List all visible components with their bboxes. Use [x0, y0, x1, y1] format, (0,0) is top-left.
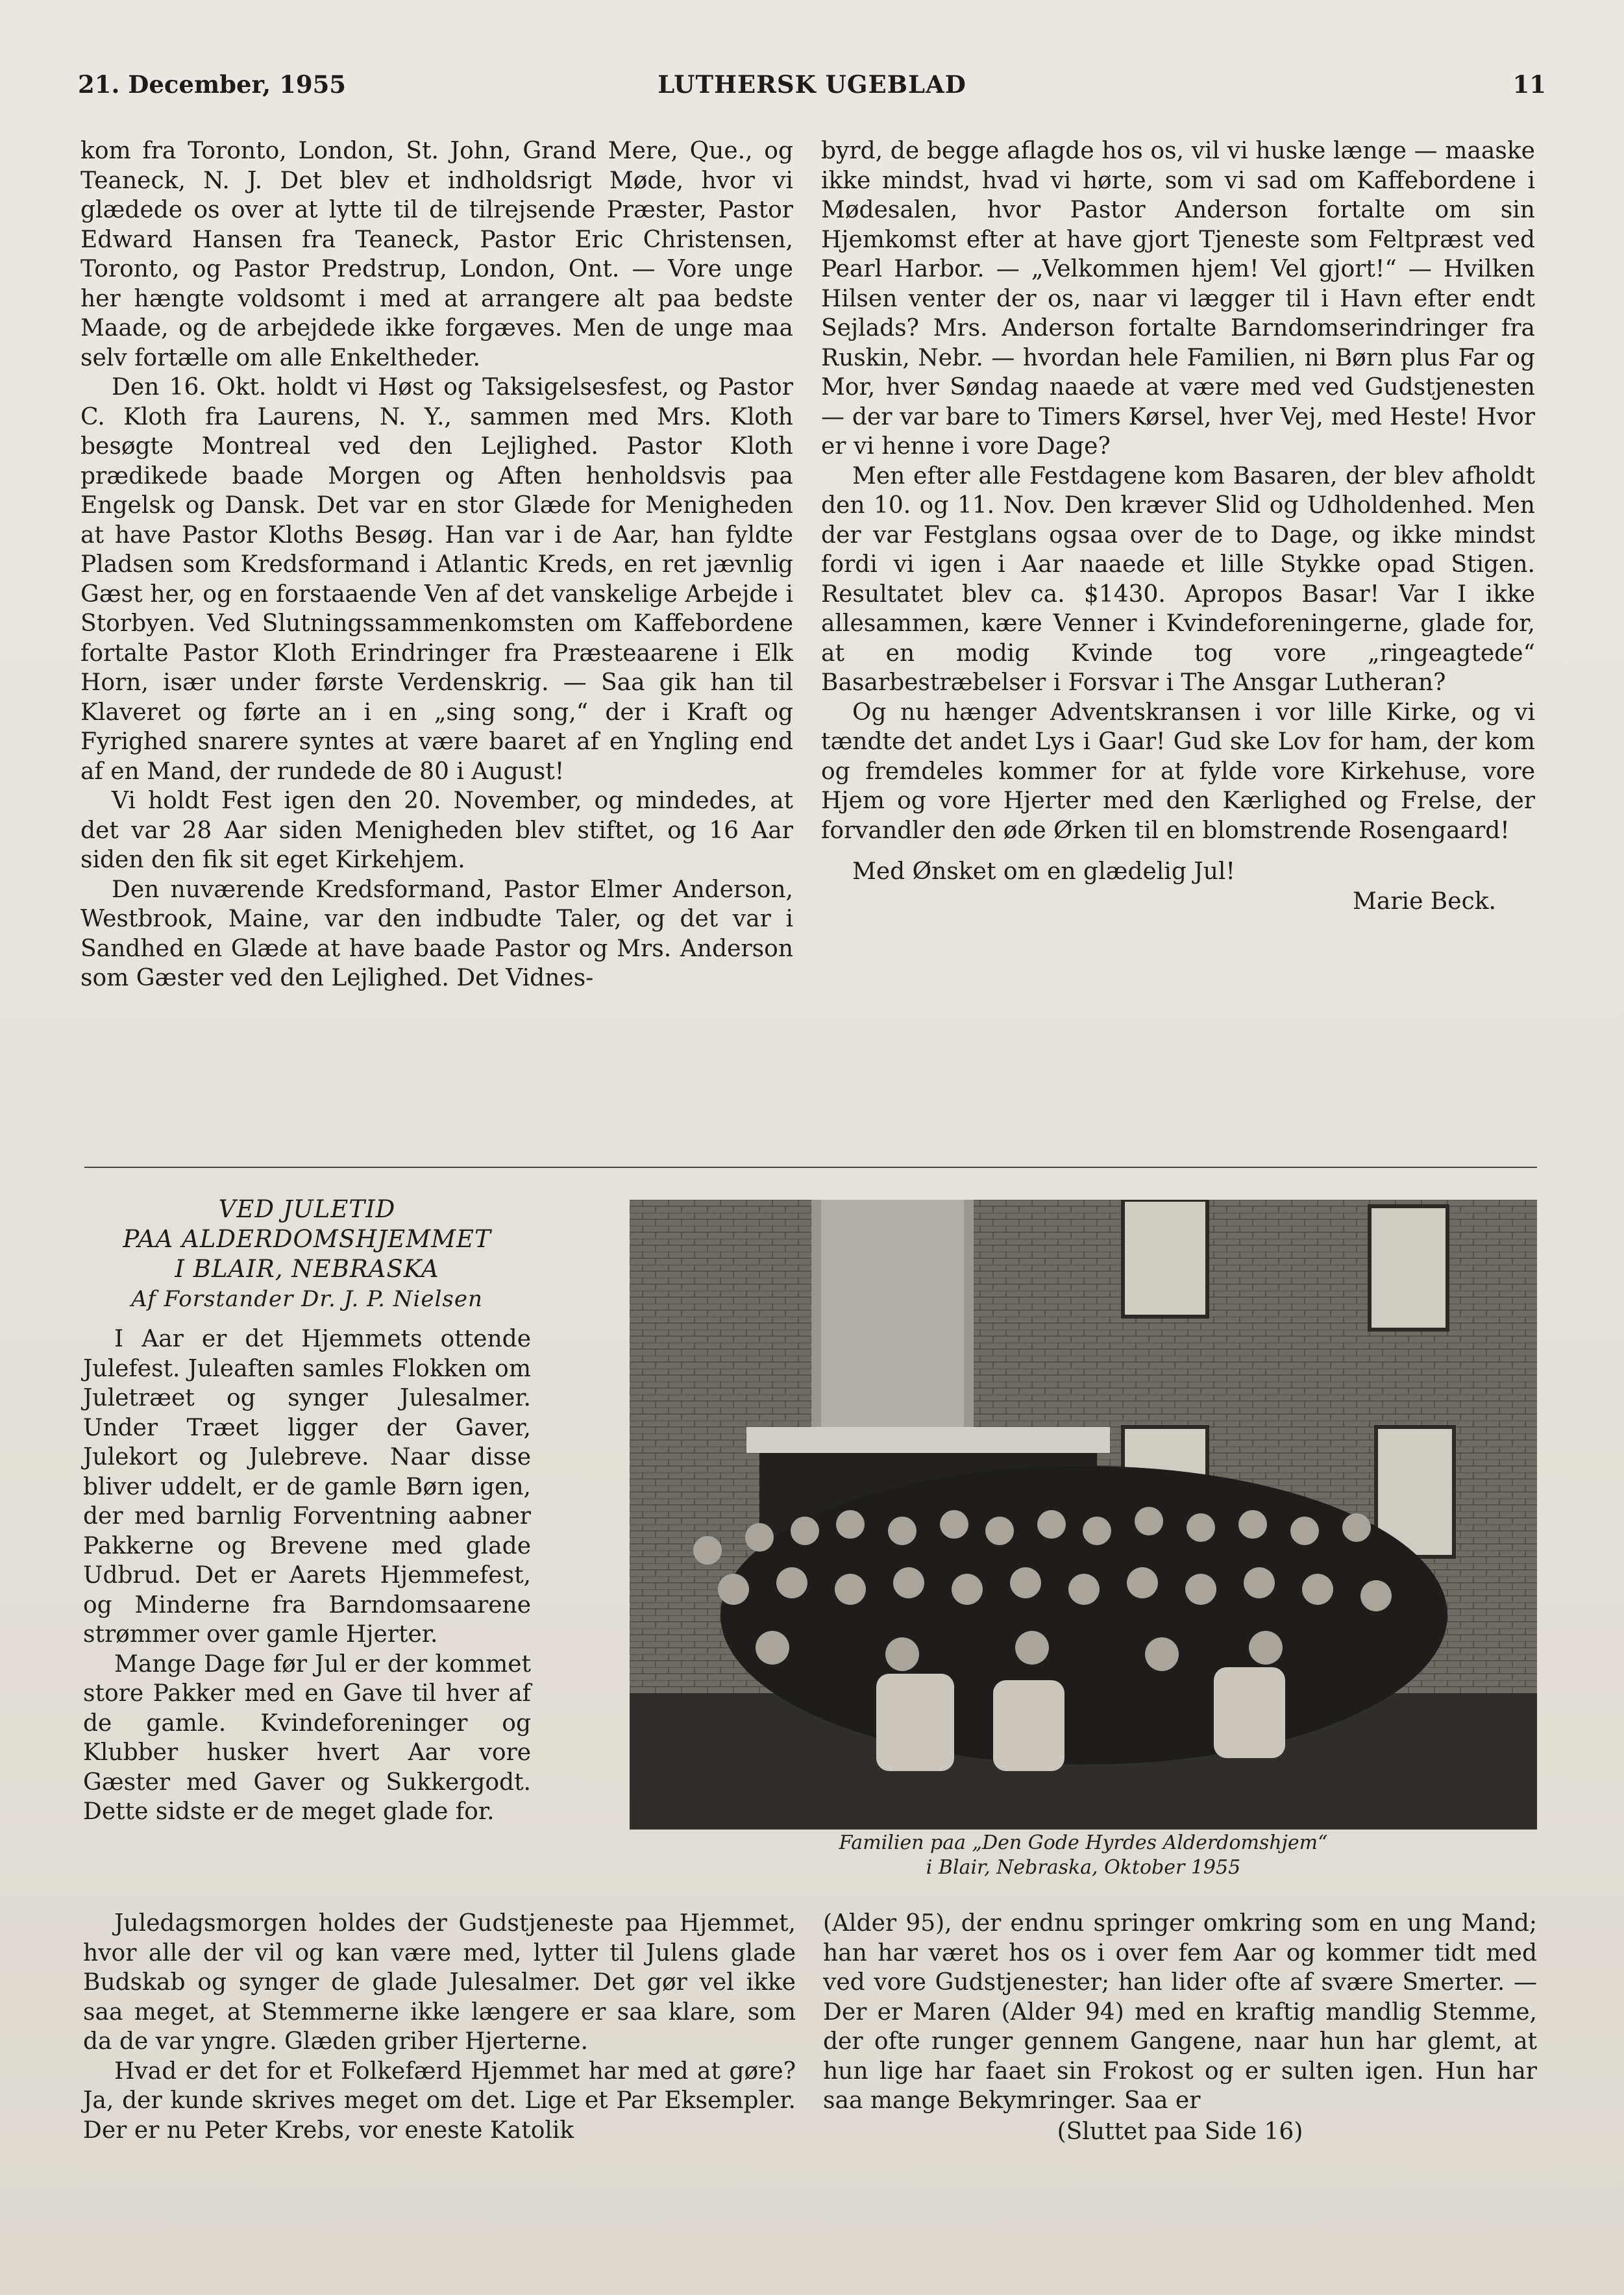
paragraph: Og nu hænger Adventskransen i vor lille Kirke, og vi tændte det andet Lys i Gaar! Gud ske Lov for ham, der kom og fremdeles kommer for at fylde vore Kirkehuse, vore Hjem og vore Hjerter med den Kærlighed og Frelse, der forvandler den øde Ørken til en blomstrende Rosengaard! — [821, 699, 1535, 844]
photo-illustration — [630, 1200, 1537, 1830]
issue-date: 21. December, 1955 — [78, 70, 347, 99]
page-header — [78, 70, 1546, 109]
closing-greeting: Med Ønsket om en glædelig Jul! — [852, 858, 1235, 885]
paragraph: kom fra Toronto, London, St. John, Grand Mere, Que., og Teaneck, N. J. Det blev et indholdsrigt Møde, hvor vi glædede os over at lytte til de tilrejsende Præster, Pastor Edward Hansen fra Teaneck, Pastor Eric Christensen, Toronto, og Pastor Predstrup, London, Ont. — Vore unge her hængte voldsomt i med at arrangere alt paa bedste Maade, og de arbejdede ikke forgæves. Men de unge maa selv fortælle om alle Enkeltheder. — [80, 138, 793, 371]
article-column-narrow — [83, 1324, 531, 1827]
article-byline: Af Forstander Dr. J. P. Nielsen — [131, 1286, 483, 1312]
paragraph: Den nuværende Kredsformand, Pastor Elmer Anderson, Westbrook, Maine, var den indbudte Taler, og det var i Sandhed en Glæde at have baade Pastor og Mrs. Anderson som Gæster ved den Lejlighed. Det Vidnes- — [80, 876, 793, 991]
paragraph: I Aar er det Hjemmets ottende Julefest. Juleaften samles Flokken om Juletræet og synger Julesalmer. Under Træet ligger der Gaver, Julekort og Julebreve. Naar disse bliver uddelt, er de gamle Børn igen, der med barnlig Forventning aabner Pakkerne og Brevene med glade Udbrud. Det er Aarets Hjemmefest, og Minderne fra Barndomsaarene strømmer over gamle Hjerter. — [83, 1326, 531, 1648]
article-column-left — [83, 1909, 796, 2145]
article-column-right — [823, 1909, 1537, 2146]
paragraph: Men efter alle Festdagene kom Basaren, der blev afholdt den 10. og 11. Nov. Den kræver Slid og Udholdenhed. Men der var Festglans ogsaa over de to Dage, og ikke mindst fordi vi igen i Aar naaede et lille Stykke opad Stigen. Resultatet blev ca. $1430. Apropos Basar! Var I ikke allesammen, kære Venner i Kvindeforeningerne, glade for, at en modig Kvinde tog vore „ringeagtede“ Basarbestræbelser i Forsvar i The Ansgar Lutheran? — [821, 462, 1535, 696]
top-left-column — [80, 136, 793, 993]
group-photograph — [630, 1200, 1537, 1830]
caption-line: i Blair, Nebraska, Oktober 1955 — [926, 1856, 1241, 1879]
caption-line: Familien paa „Den Gode Hyrdes Alderdomshjem“ — [839, 1831, 1328, 1854]
paragraph: (Alder 95), der endnu springer omkring som en ung Mand; han har været hos os i over fem Aar og kommer tidt med ved vore Gudstjenester; han lider ofte af svære Smerter. — Der er Maren (Alder 94) med en kraftig mandlig Stemme, der ofte runger gennem Gangene, naar hun har glemt, at hun lige har faaet sin Frokost og er sulten igen. Hun har saa mange Bekymringer. Saa er — [823, 1910, 1537, 2114]
masthead: LUTHERSK UGEBLAD — [658, 70, 966, 99]
headline-line: PAA ALDERDOMSHJEMMET — [123, 1225, 491, 1253]
article-headline — [83, 1195, 531, 1314]
paragraph: Vi holdt Fest igen den 20. November, og mindedes, at det var 28 Aar siden Menigheden blev stiftet, og 16 Aar siden den fik sit eget Kirkehjem. — [80, 788, 793, 873]
paragraph: byrd, de begge aflagde hos os, vil vi huske længe — maaske ikke mindst, hvad vi hørte, som vi sad om Kaffebordene i Mødesalen, hvor Pastor Anderson fortalte om sin Hjemkomst efter at have gjort Tjeneste som Feltpræst ved Pearl Harbor. — „Velkommen hjem! Vel gjort!“ — Hvilken Hilsen venter der os, naar vi lægger til i Havn efter endt Sejlads? Mrs. Anderson fortalte Barndomserindringer fra Ruskin, Nebr. — hvordan hele Familien, ni Børn plus Far og Mor, hver Søndag naaede at være med ved Gudstjenesten — der var bare to Timers Kørsel, hver Vej, med Heste! Hvor er vi henne i vore Dage? — [821, 138, 1535, 460]
headline-line: VED JULETID — [218, 1195, 396, 1223]
top-right-column — [821, 136, 1535, 916]
paragraph: Den 16. Okt. holdt vi Høst og Taksigelsesfest, og Pastor C. Kloth fra Laurens, N. Y., sammen med Mrs. Kloth besøgte Montreal ved den Lejlighed. Pastor Kloth prædikede baade Morgen og Aften henholdsvis paa Engelsk og Dansk. Det var en stor Glæde for Menigheden at have Pastor Kloths Besøg. Han var i de Aar, han fyldte Pladsen som Kredsformand i Atlantic Kreds, en ret jævnlig Gæst her, og en forstaaende Ven af det vanskelige Arbejde i Storbyen. Ved Slutningssammenkomsten om Kaffebordene fortalte Pastor Kloth Erindringer fra Præsteaarene i Elk Horn, især under første Verdenskrig. — Saa gik han til Klaveret og førte an i en „sing song,“ der i Kraft og Fyrighed snarere syntes at være baaret af en Yngling end af en Mand, der rundede de 80 i August! — [80, 374, 793, 785]
page-number: 11 — [1512, 70, 1546, 99]
photo-caption — [630, 1831, 1537, 1880]
paragraph: Mange Dage før Jul er der kommet store Pakker med en Gave til hver af de gamle. Kvindeforeninger og Klubber husker hvert Aar vore Gæster med Gaver og Sukkergodt. Dette sidste er de meget glade for. — [83, 1650, 531, 1825]
author-signature: Marie Beck. — [1353, 887, 1496, 915]
paragraph: Juledagsmorgen holdes der Gudstjeneste paa Hjemmet, hvor alle der vil og kan være med, lytter til Julens glade Budskab og synger de glade Julesalmer. Det gør vel ikke saa meget, at Stemmerne ikke længere er saa klare, som da de var yngre. Glæden griber Hjerterne. — [83, 1910, 796, 2055]
headline-line: I BLAIR, NEBRASKA — [175, 1255, 439, 1283]
paragraph: Hvad er det for et Folkefærd Hjemmet har med at gøre? Ja, der kunde skrives meget om det. Lige et Par Eksempler. Der er nu Peter Krebs, vor eneste Katolik — [83, 2057, 796, 2144]
continuation-note: (Sluttet paa Side 16) — [1057, 2118, 1303, 2145]
section-divider — [84, 1167, 1537, 1168]
